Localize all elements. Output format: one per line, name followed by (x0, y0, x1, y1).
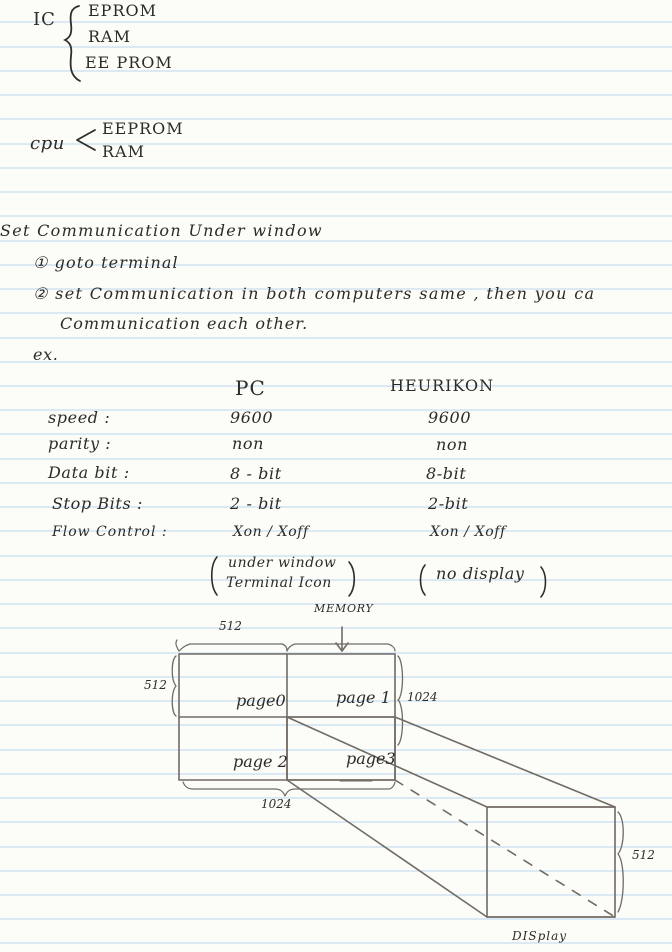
page0-label: page0 (236, 691, 286, 710)
heurikon-note: no display (436, 564, 525, 583)
parity-pc-value: non (232, 434, 265, 453)
display-height-label: 512 (632, 848, 655, 862)
bottom-width-label: 1024 (261, 797, 292, 811)
stop-bits-label: Stop Bits : (52, 494, 143, 513)
flow-control-pc-value: Xon / Xoff (233, 524, 309, 540)
parity-heurikon-value: non (436, 435, 469, 454)
display-label: DISplay (512, 929, 568, 943)
ic-brace-icon (62, 4, 84, 84)
right-paren-display-note-icon (538, 565, 552, 599)
cpu-item-eeprom: EEPROM (102, 119, 184, 138)
communication-heading: Set Communication Under window (0, 221, 323, 240)
pc-note-line-2: Terminal Icon (226, 575, 332, 591)
communication-step-2: ② set Communication in both computers same , then you ca (33, 284, 596, 303)
speed-pc-value: 9600 (230, 408, 274, 427)
memory-label: MEMORY (314, 602, 374, 615)
data-bit-pc-value: 8 - bit (230, 464, 282, 483)
speed-heurikon-value: 9600 (428, 408, 472, 427)
flow-control-label: Flow Control : (52, 524, 168, 540)
pc-note-line-1: under window (228, 555, 337, 571)
page3-label: page3 (346, 749, 396, 768)
left-paren-note-icon (206, 555, 220, 597)
pc-column-header: PC (235, 376, 266, 400)
stop-bits-pc-value: 2 - bit (230, 494, 282, 513)
less-than-icon (73, 127, 99, 153)
ic-item-eeprom: EE PROM (85, 53, 173, 72)
parity-label: parity : (48, 434, 112, 453)
data-bit-label: Data bit : (48, 463, 130, 482)
top-width-label: 512 (219, 619, 242, 633)
data-bit-heurikon-value: 8-bit (426, 464, 467, 483)
heurikon-column-header: HEURIKON (390, 376, 495, 395)
stop-bits-heurikon-value: 2-bit (428, 494, 469, 513)
page2-label: page 2 (233, 752, 288, 771)
page1-label: page 1 (336, 688, 391, 707)
ic-item-ram: RAM (88, 27, 131, 46)
communication-step-2-cont: Communication each other. (60, 314, 309, 333)
cpu-label: cpu (30, 133, 65, 154)
flow-control-heurikon-value: Xon / Xoff (430, 524, 506, 540)
right-height-label: 1024 (407, 690, 438, 704)
left-height-label: 512 (144, 678, 167, 692)
speed-label: speed : (48, 408, 111, 427)
example-label: ex. (33, 345, 59, 364)
ic-item-eprom: EPROM (88, 1, 157, 20)
ic-label: IC (33, 9, 56, 30)
right-paren-note-icon (346, 560, 360, 598)
cpu-item-ram: RAM (102, 142, 145, 161)
communication-step-1: ① goto terminal (33, 253, 179, 272)
left-paren-display-note-icon (414, 563, 428, 597)
